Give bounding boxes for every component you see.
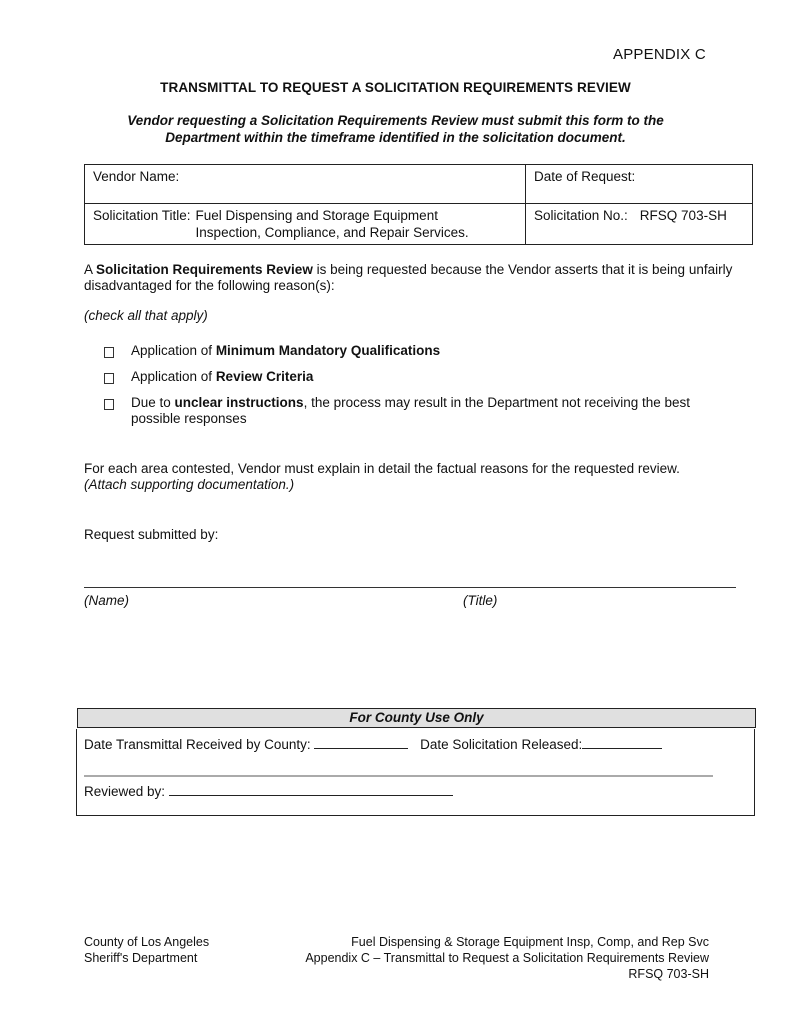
reviewed-by-field[interactable]: [169, 782, 453, 796]
reason-bold: Minimum Mandatory Qualifications: [215, 343, 441, 358]
vendor-info-table: [84, 164, 753, 245]
reason-prefix: Due to: [131, 395, 175, 410]
solicitation-no-label: Solicitation No.:: [534, 208, 628, 223]
contest-text: For each area contested, Vendor must explain in detail the factual reasons for the requested review.: [84, 461, 680, 476]
reason-text: [131, 395, 704, 427]
check-all-note: (check all that apply): [84, 308, 208, 323]
reviewed-by-label: Reviewed by:: [84, 784, 166, 799]
intro-prefix: A: [84, 262, 97, 277]
reason-bold: unclear instructions: [174, 395, 304, 410]
review-reason-intro: [84, 262, 734, 294]
reviewed-by-row: [84, 782, 453, 799]
footer-doc-title: Appendix C – Transmittal to Request a Solicitation Requirements Review: [305, 951, 709, 965]
solicitation-title-line-1: Fuel Dispensing and Storage Equipment: [195, 208, 438, 223]
reason-item-minimum-qualifications[interactable]: [104, 343, 704, 359]
solicitation-no-cell: [526, 204, 753, 245]
table-row: [85, 165, 753, 204]
solicitation-no-value: RFSQ 703-SH: [639, 208, 727, 223]
solicitation-title-line-2: Inspection, Compliance, and Repair Services.: [195, 225, 469, 240]
solicitation-title-value: [191, 207, 469, 241]
reason-item-review-criteria[interactable]: [104, 369, 704, 385]
submitted-by-label: Request submitted by:: [84, 527, 219, 542]
reasons-list: [104, 343, 704, 437]
county-use-header: For County Use Only: [77, 708, 756, 728]
county-divider: [84, 775, 713, 777]
title-caption: (Title): [463, 593, 498, 608]
instructions-line-1: Vendor requesting a Solicitation Requirements Review must submit this form to the: [127, 113, 664, 128]
date-released-field[interactable]: [582, 735, 662, 749]
vendor-name-cell[interactable]: [85, 165, 526, 204]
appendix-label: APPENDIX C: [613, 46, 706, 63]
date-received-label: Date Transmittal Received by County:: [84, 737, 311, 752]
footer-department: Sheriff's Department: [84, 951, 198, 965]
instructions-line-2: Department within the timeframe identified in the solicitation document.: [165, 130, 626, 145]
date-of-request-cell[interactable]: [526, 165, 753, 204]
date-received-field[interactable]: [314, 735, 408, 749]
name-caption: (Name): [84, 593, 130, 608]
date-of-request-label: Date of Request:: [534, 169, 636, 184]
table-row: [85, 204, 753, 245]
reason-suffix: , the process may result in the Department not receiving the best possible responses: [131, 395, 691, 426]
checkbox[interactable]: [104, 373, 114, 384]
intro-suffix: is being requested because the Vendor asserts that it is being unfairly disadvantaged for the following reason(s):: [84, 262, 733, 293]
date-released-label: Date Solicitation Released:: [420, 737, 583, 752]
footer-rfsq: RFSQ 703-SH: [628, 967, 709, 981]
checkbox[interactable]: [104, 347, 114, 358]
footer-county: County of Los Angeles: [84, 935, 210, 949]
reason-prefix: Application of: [131, 343, 216, 358]
footer-right: [250, 934, 709, 982]
checkbox[interactable]: [104, 399, 114, 410]
reason-text: [131, 369, 313, 385]
reason-text: [131, 343, 440, 359]
reason-bold: Review Criteria: [215, 369, 314, 384]
footer-service: Fuel Dispensing & Storage Equipment Insp, Comp, and Rep Svc: [351, 935, 709, 949]
solicitation-title-cell: [85, 204, 526, 245]
reason-item-unclear-instructions[interactable]: [104, 395, 704, 427]
county-dates-row: [84, 735, 662, 752]
vendor-name-label: Vendor Name:: [93, 169, 180, 184]
contest-instructions: [84, 461, 744, 493]
signature-line[interactable]: [84, 587, 736, 588]
intro-bold-term: Solicitation Requirements Review: [96, 262, 313, 277]
attach-note: (Attach supporting documentation.): [84, 477, 295, 492]
footer-left: [84, 934, 209, 966]
submission-instructions: [0, 112, 791, 146]
solicitation-title-label: Solicitation Title:: [93, 208, 191, 223]
reason-prefix: Application of: [131, 369, 216, 384]
page-title: TRANSMITTAL TO REQUEST A SOLICITATION REQUIREMENTS REVIEW: [160, 80, 631, 95]
